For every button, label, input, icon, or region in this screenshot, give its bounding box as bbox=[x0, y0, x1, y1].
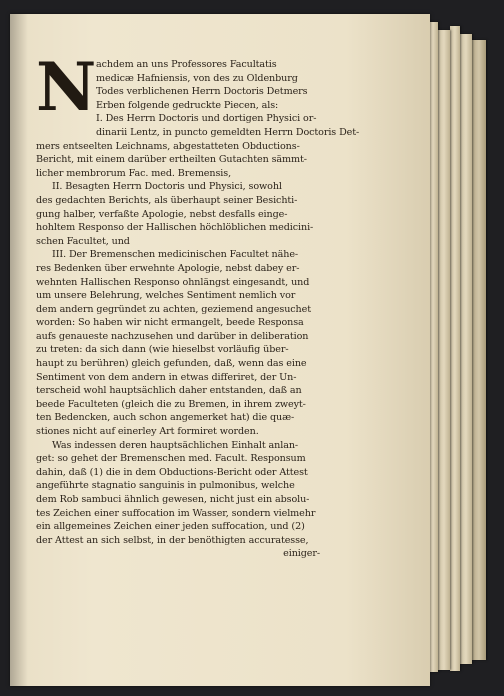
text-line: schen Facultet, und bbox=[36, 235, 130, 247]
text-line: terscheid wohl hauptsächlich daher entstanden, daß an bbox=[36, 385, 302, 397]
page-edge bbox=[472, 40, 486, 660]
text-line: worden: So haben wir nicht ermangelt, beede Responsa bbox=[36, 317, 304, 329]
text-line: des gedachten Berichts, als überhaupt seiner Besichti- bbox=[36, 194, 298, 206]
text-line: Erben folgende gedruckte Piecen, als: bbox=[96, 99, 279, 111]
page-edge bbox=[460, 34, 472, 664]
text-line: beede Faculteten (gleich die zu Bremen, in ihrem zweyt- bbox=[36, 398, 306, 410]
text-line: tes Zeichen einer suffocation im Wasser, sondern vielmehr bbox=[36, 507, 316, 519]
text-line: licher membrorum Fac. med. Bremensis, bbox=[36, 167, 232, 179]
catchword: einiger- bbox=[283, 548, 320, 560]
text-line: um unsere Belehrung, welches Sentiment nemlich vor bbox=[36, 290, 296, 302]
text-line: dem Rob sambuci ähnlich gewesen, nicht just ein absolu- bbox=[36, 494, 310, 505]
text-line: gung halber, verfaßte Apologie, nebst desfalls einge- bbox=[36, 208, 288, 220]
binding-shadow bbox=[10, 14, 28, 686]
text-line: res Bedenken über erwehnte Apologie, nebst dabey er- bbox=[36, 262, 300, 274]
text-line: III. Der Bremenschen medicinischen Facultet nähe- bbox=[52, 249, 299, 261]
document-text bbox=[36, 48, 360, 561]
text-line: II. Besagten Herrn Doctoris und Physici, sowohl bbox=[52, 181, 282, 193]
text-line: get: so gehet der Bremenschen med. Facult. Responsum bbox=[36, 453, 306, 465]
text-line: Bericht, mit einem darüber ertheilten Gutachten sämmt- bbox=[36, 154, 307, 166]
text-line: dahin, daß (1) die in dem Obductions-Bericht oder Attest bbox=[36, 466, 308, 478]
text-line: dinarii Lentz, in puncto gemeldten Herrn Doctoris Det- bbox=[96, 126, 360, 138]
text-line: stiones nicht auf einerley Art formiret worden. bbox=[36, 426, 259, 438]
text-line: Todes verblichenen Herrn Doctoris Detmers bbox=[96, 86, 308, 98]
text-line: aufs genaueste nachzusehen und darüber in deliberation bbox=[36, 330, 309, 342]
text-line: zu treten: da sich dann (wie hieselbst vorläufig über- bbox=[36, 344, 289, 356]
text-line: achdem an uns Professores Facultatis bbox=[96, 59, 277, 70]
page-edge bbox=[438, 30, 450, 670]
text-line: Sentiment von dem andern in etwas differiret, der Un- bbox=[36, 371, 297, 383]
text-line: dem andern gegründet zu achten, geziemend angesuchet bbox=[36, 303, 311, 315]
text-line: angeführte stagnatio sanguinis in pulmonibus, welche bbox=[36, 480, 295, 492]
page-edge bbox=[450, 26, 460, 671]
text-line: haupt zu berühren) gleich gefunden, daß, wenn das eine bbox=[36, 358, 307, 370]
text-line: wehnten Hallischen Responso ohnlängst eingesandt, und bbox=[36, 276, 310, 288]
text-line: ein allgemeines Zeichen einer jeden suffocation, und (2) bbox=[36, 521, 305, 533]
decorated-initial: N bbox=[36, 48, 97, 126]
text-line: mers entseelten Leichnams, abgestatteten Obductions- bbox=[36, 140, 300, 152]
text-line: hohltem Responso der Hallischen höchlöblichen medicini- bbox=[36, 222, 314, 234]
text-line: ten Bedencken, auch schon angemerket hat) die quæ- bbox=[36, 412, 295, 424]
text-line: der Attest an sich selbst, in der benöthigten accuratesse, bbox=[36, 534, 309, 546]
text-line: I. Des Herrn Doctoris und dortigen Physici or- bbox=[96, 113, 317, 125]
text-line: medicæ Hafniensis, von des zu Oldenburg bbox=[96, 72, 298, 84]
text-line: Was indessen deren hauptsächlichen Einhalt anlan- bbox=[52, 439, 299, 451]
